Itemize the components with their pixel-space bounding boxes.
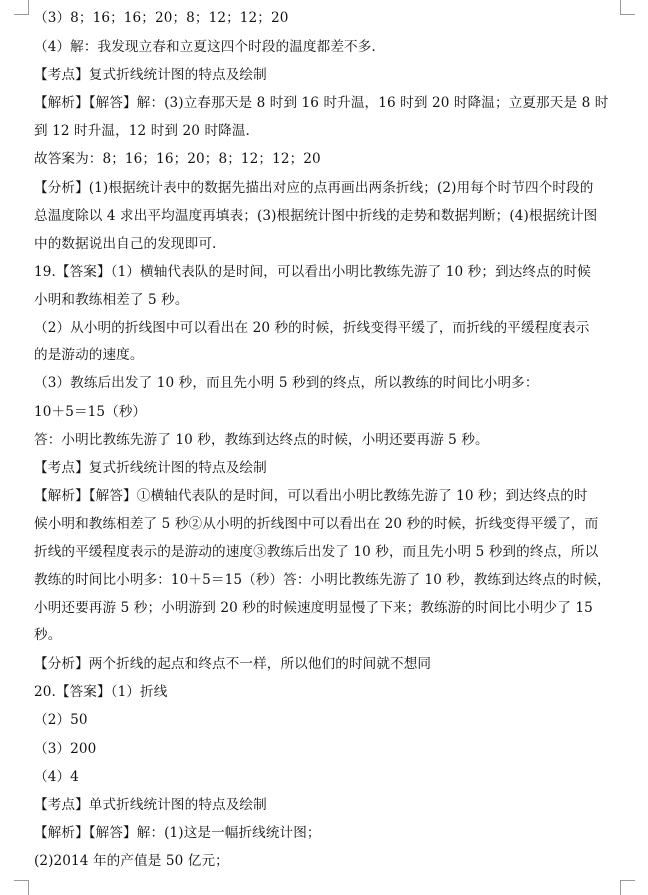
text-line: （4）解：我发现立春和立夏这四个时段的温度都差不多.: [34, 39, 376, 55]
text-line: 总温度除以 4 求出平均温度再填表；(3)根据统计图中折线的走势和数据判断；(4)根据统计图: [34, 208, 598, 224]
text-line: 【分析】两个折线的起点和终点不一样，所以他们的时间就不想同: [34, 656, 432, 672]
text-line: 【解析】【解答】①横轴代表队的是时间，可以看出小明比教练先游了 10 秒；到达终点的时: [34, 488, 588, 504]
crop-mark-bottom-right-vertical: [620, 880, 621, 895]
crop-mark-top-left-horizontal: [14, 14, 29, 15]
text-line: 10＋5＝15（秒）: [34, 404, 147, 420]
text-line: 教练的时间比小明多：10＋5＝15（秒）答：小明比教练先游了 10 秒，教练到达终点的时候，: [34, 572, 611, 588]
text-line: 到 12 时升温，12 时到 20 时降温.: [34, 123, 250, 139]
text-line: 19.【答案】（1）横轴代表队的是时间，可以看出小明比教练先游了 10 秒；到达终点的时候: [34, 264, 591, 280]
text-line: （2）从小明的折线图中可以看出在 20 秒的时候，折线变得平缓了，而折线的平缓程度表示: [34, 320, 590, 336]
text-line: （4）4: [34, 769, 79, 785]
crop-mark-top-right-horizontal: [620, 14, 635, 15]
text-line: 20.【答案】（1）折线: [34, 684, 168, 700]
text-line: 折线的平缓程度表示的是游动的速度③教练后出发了 10 秒，而且先小明 5 秒到的终点，所以: [34, 544, 599, 560]
crop-mark-bottom-left-vertical: [28, 880, 29, 895]
text-line: （2）50: [34, 712, 88, 728]
text-line: 秒。: [34, 627, 62, 643]
text-line: 【考点】复式折线统计图的特点及绘制: [34, 460, 267, 476]
text-line: （3）200: [34, 741, 97, 757]
text-line: 【考点】单式折线统计图的特点及绘制: [34, 797, 267, 813]
crop-mark-top-left-vertical: [28, 0, 29, 14]
text-line: 中的数据说出自己的发现即可.: [34, 236, 217, 252]
crop-mark-bottom-left-horizontal: [14, 880, 29, 881]
text-line: 小明和教练相差了 5 秒。: [34, 292, 189, 308]
crop-mark-top-right-vertical: [620, 0, 621, 14]
text-line: 小明还要再游 5 秒；小明游到 20 秒的时候速度明显慢了下来；教练游的时间比小明少了 15: [34, 600, 593, 616]
text-line: 故答案为：8；16；16；20；8；12；12；20: [34, 151, 321, 167]
text-line: 【考点】复式折线统计图的特点及绘制: [34, 67, 267, 83]
text-line: 【解析】【解答】解：(1)这是一幅折线统计图；: [34, 825, 321, 841]
crop-mark-bottom-right-horizontal: [620, 880, 635, 881]
text-line: (2)2014 年的产值是 50 亿元；: [34, 853, 229, 869]
text-line: 答：小明比教练先游了 10 秒，教练到达终点的时候，小明还要再游 5 秒。: [34, 432, 489, 448]
text-line: 的是游动的速度。: [34, 347, 144, 363]
text-line: 【解析】【解答】解：(3)立春那天是 8 时到 16 时升温，16 时到 20 时降温；立夏那天是 8 时: [34, 95, 609, 111]
text-line: （3）教练后出发了 10 秒，而且先小明 5 秒到的终点，所以教练的时间比小明多：: [34, 375, 539, 391]
text-line: 【分析】(1)根据统计表中的数据先描出对应的点再画出两条折线；(2)用每个时节四个时段的: [34, 180, 594, 196]
text-line: 候小明和教练相差了 5 秒②从小明的折线图中可以看出在 20 秒的时候，折线变得平缓了，而: [34, 516, 599, 532]
text-line: （3）8；16；16；20；8；12；12；20: [34, 10, 289, 26]
